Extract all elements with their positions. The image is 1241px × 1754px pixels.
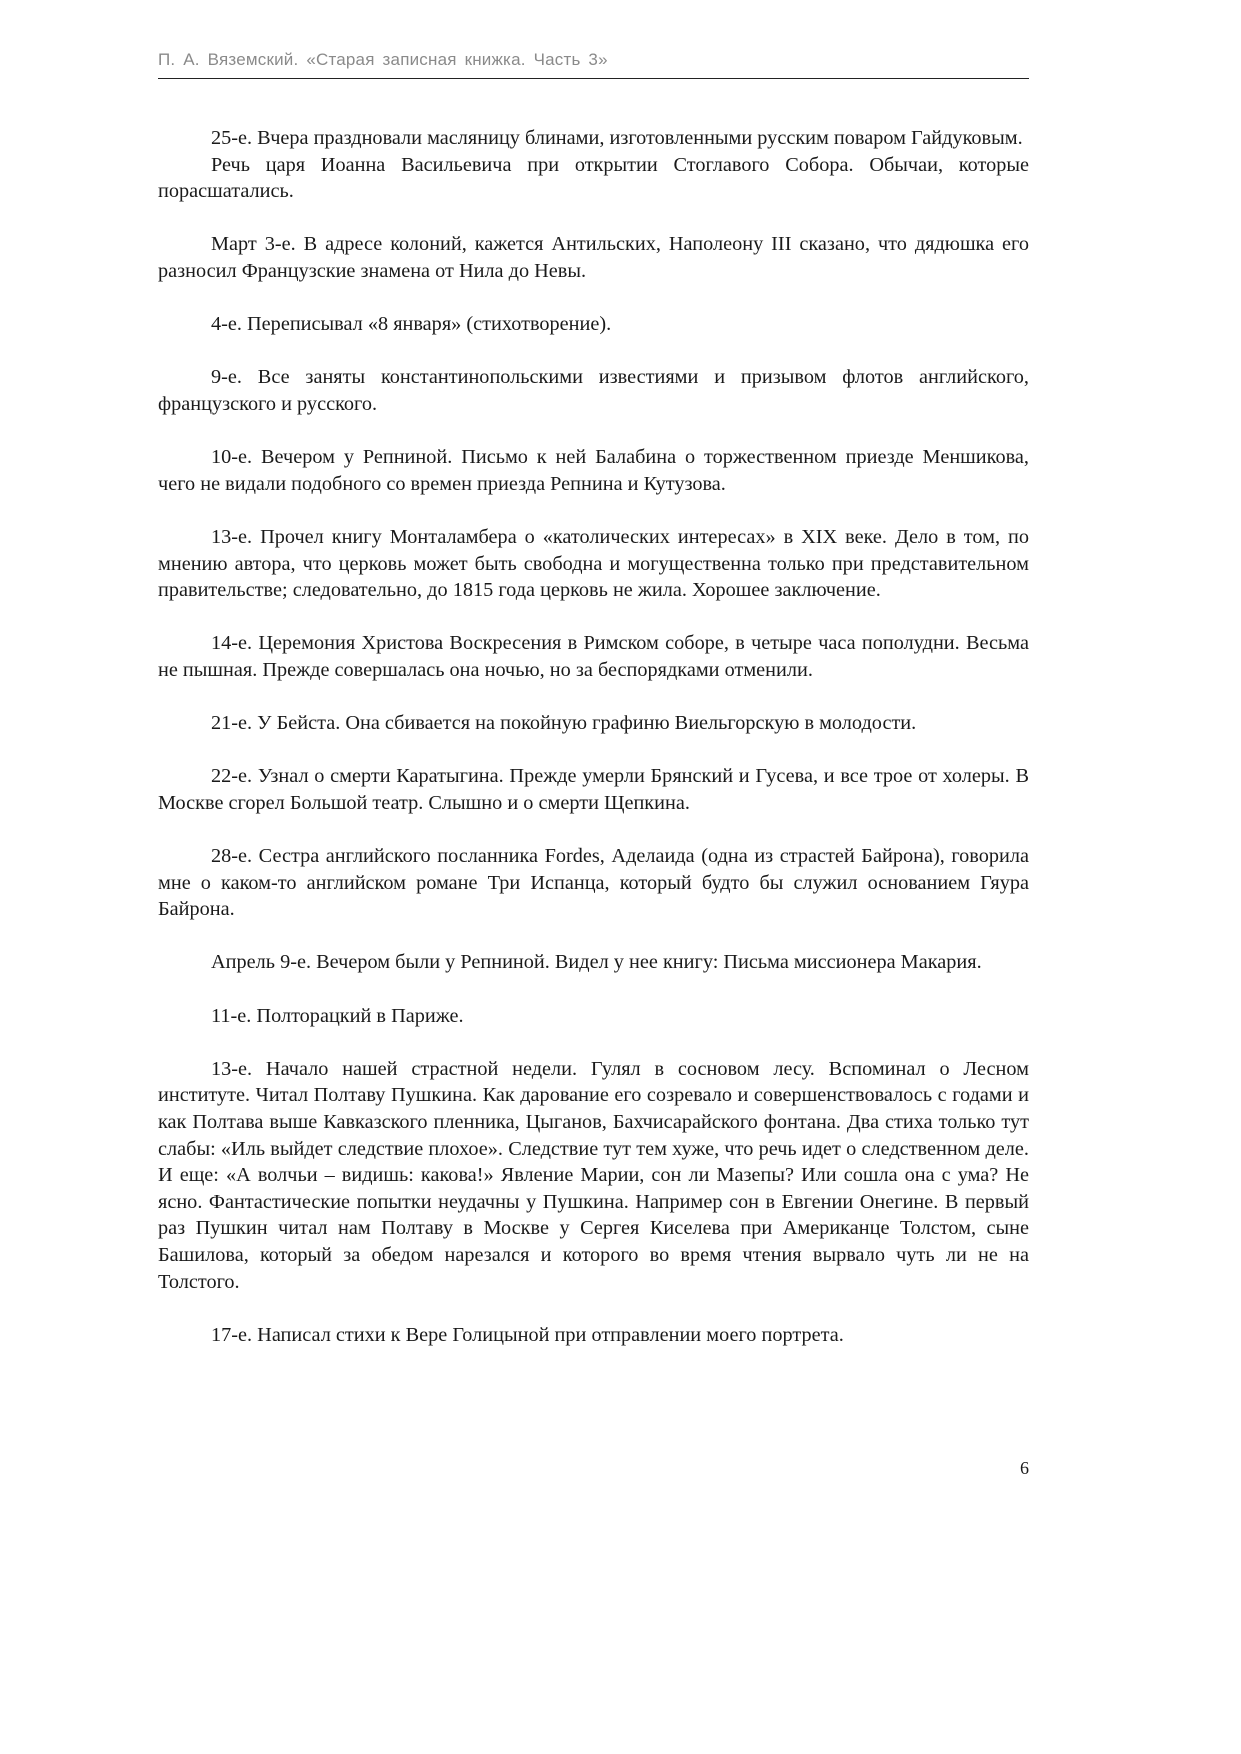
paragraph: 17-е. Написал стихи к Вере Голицыной при отправлении моего портрета. bbox=[211, 1323, 844, 1346]
paragraph: 28-е. Сестра английского посланника Fordes, Аделаида (одна из страстей Байрона), говорила мне о каком-то английском романе Три Испанца, который будто бы служил основанием Гяура Байрона. bbox=[158, 845, 1029, 921]
paragraph: Апрель 9-е. Вечером были у Репниной. Видел у нее книгу: Письма миссионера Макария. bbox=[211, 951, 982, 974]
paragraph: 13-е. Начало нашей страстной недели. Гулял в сосновом лесу. Вспоминал о Лесном институте. Читал Полтаву Пушкина. Как дарование его созревало и совершенствовалось с годами и как Полтава выше Кавказского пленника, Цыганов, Бахчисарайского фонтана. Два стиха только тут слабы: «Иль выйдет следствие плохое». Следствие тут тем хуже, что речь идет о следственном деле. И еще: «А волчьи – видишь: какова!» Явление Марии, сон ли Мазепы? Или сошла она с ума? Не ясно. Фантастические попытки неудачны у Пушкина. Например сон в Евгении Онегине. В первый раз Пушкин читал нам Полтаву в Москве у Сергея Киселева при Американце Толстом, сыне Башилова, который за обедом нарезался и которого во время чтения вырвало чуть ли не на Толстого. bbox=[158, 1057, 1029, 1293]
paragraph: Март 3-е. В адресе колоний, кажется Антильских, Наполеону III сказано, что дядюшка его разносил Французские знамена от Нила до Невы. bbox=[158, 233, 1029, 282]
paragraph: Речь царя Иоанна Васильевича при открытии Стоглавого Собора. Обычаи, которые порасшатались. bbox=[158, 153, 1029, 203]
paragraph: 4-е. Переписывал «8 января» (стихотворение). bbox=[211, 313, 612, 336]
paragraph: 10-е. Вечером у Репниной. Письмо к ней Балабина о торжественном приезде Меншикова, чего не видали подобного со времен приезда Репнина и Кутузова. bbox=[158, 446, 1029, 495]
paragraph: 11-е. Полторацкий в Париже. bbox=[211, 1004, 464, 1027]
page-number: 6 bbox=[1020, 1458, 1029, 1478]
page-body bbox=[158, 125, 1029, 1348]
paragraph: 25-е. Вчера праздновали масляницу блинами, изготовленными русским поваром Гайдуковым. bbox=[211, 127, 1023, 149]
running-header: П. А. Вяземский. «Старая записная книжка. Часть 3» bbox=[158, 50, 608, 69]
paragraph: 14-е. Церемония Христова Воскресения в Римском соборе, в четыре часа пополудни. Весьма не пышная. Прежде совершалась она ночью, но за беспорядками отменили. bbox=[158, 632, 1029, 681]
paragraph: 22-е. Узнал о смерти Каратыгина. Прежде умерли Брянский и Гусева, и все трое от холеры. В Москве сгорел Большой театр. Слышно и о смерти Щепкина. bbox=[158, 765, 1029, 814]
paragraph: 9-е. Все заняты константинопольскими известиями и призывом флотов английского, французского и русского. bbox=[158, 366, 1029, 415]
paragraph: 13-е. Прочел книгу Монталамбера о «католических интересах» в XIX веке. Дело в том, по мнению автора, что церковь может быть свободна и могущественна только при представительном правительстве; следовательно, до 1815 года церковь не жила. Хорошее заключение. bbox=[158, 525, 1029, 602]
paragraph: 21-е. У Бейста. Она сбивается на покойную графиню Виельгорскую в молодости. bbox=[211, 712, 917, 735]
header-divider bbox=[158, 78, 1029, 79]
